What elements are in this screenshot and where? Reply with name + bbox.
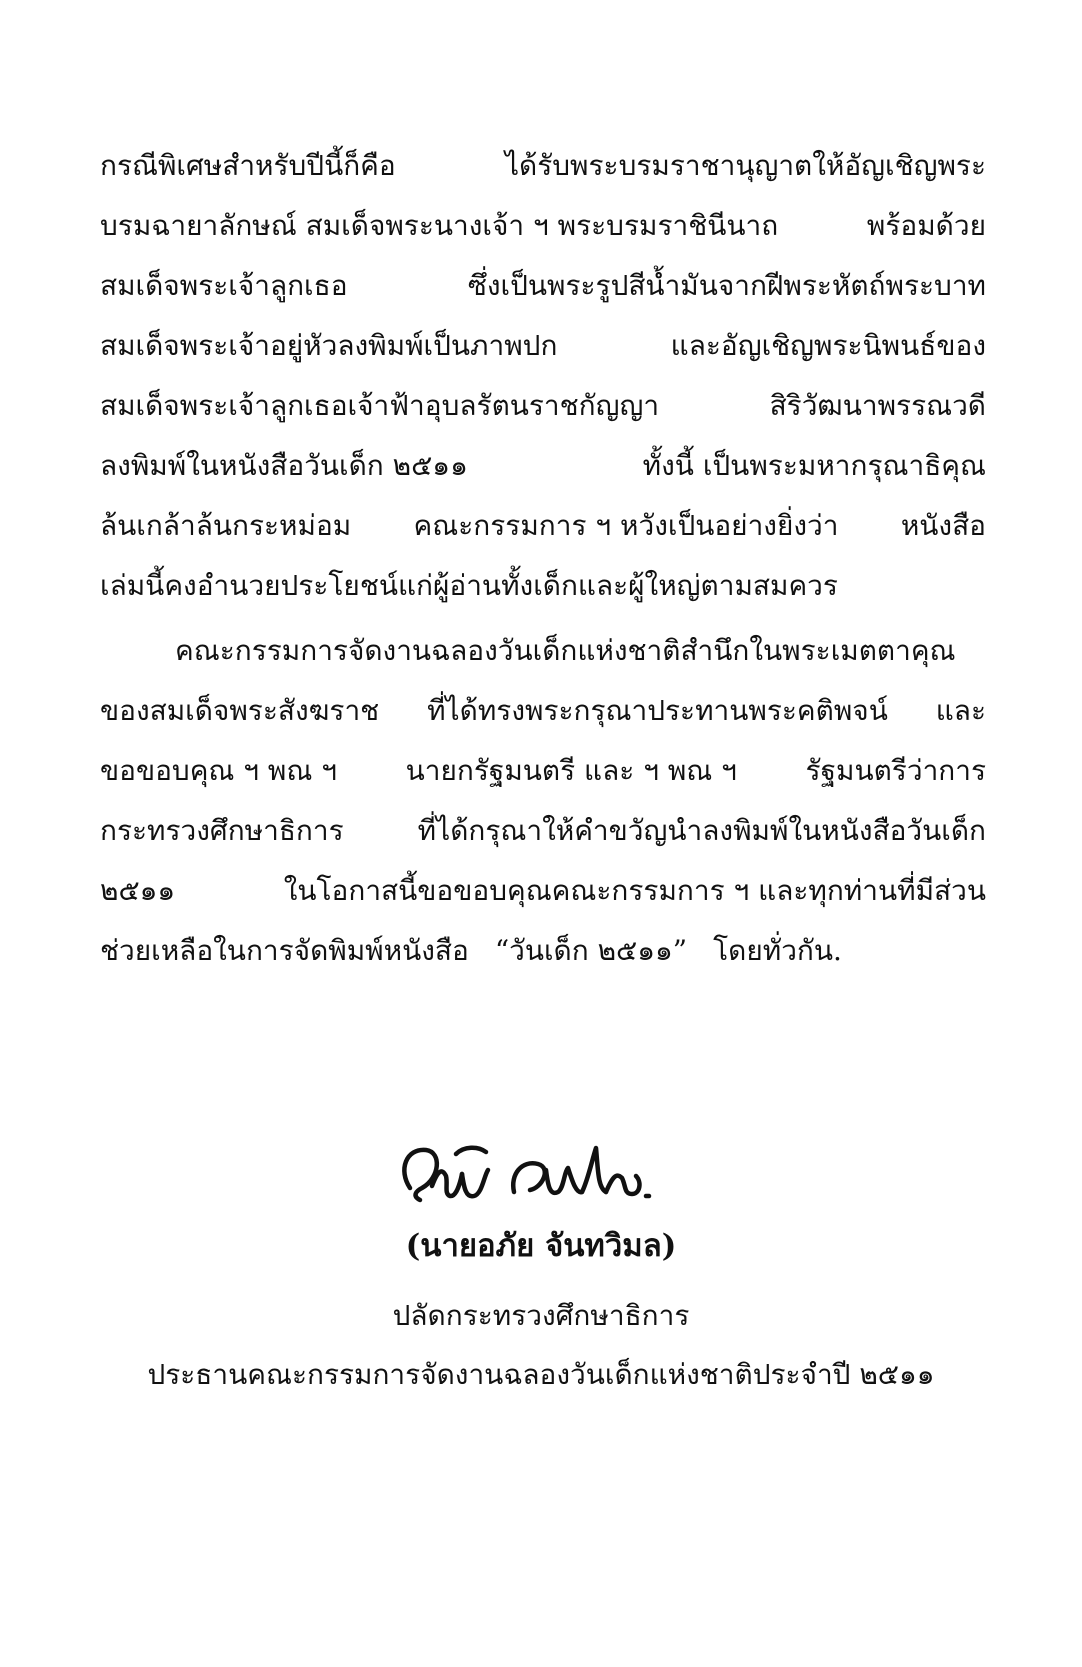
paragraph1-line-6: [100, 446, 986, 486]
text-segment: ที่ได้กรุณาให้คำขวัญนำลงพิมพ์ในหนังสือวันเด็ก: [417, 814, 986, 847]
text-segment: สมเด็จพระเจ้าอยู่หัวลงพิมพ์เป็นภาพปก: [100, 329, 558, 362]
paragraph2-line-4: [100, 811, 986, 851]
paragraph2-line-1: [175, 631, 986, 671]
text-segment: ล้นเกล้าล้นกระหม่อม: [100, 509, 352, 542]
text-segment: ในโอกาสนี้ขอขอบคุณคณะกรรมการ ฯ และทุกท่านที่มีส่วน: [283, 874, 986, 907]
paragraph1-line-5: [100, 386, 986, 426]
paragraph1-line-2: [100, 206, 986, 246]
paragraph1-line-3: [100, 266, 986, 306]
text-segment: ได้รับพระบรมราชานุญาตให้อัญเชิญพระ: [504, 149, 986, 182]
text-segment: นายกรัฐมนตรี และ ฯ พณ ฯ: [405, 754, 737, 787]
text-segment: ๒๕๑๑: [100, 874, 176, 907]
paragraph1-line-7: [100, 506, 986, 546]
paragraph2-line-5: [100, 871, 986, 911]
signatory-role: ประธานคณะกรรมการจัดงานฉลองวันเด็กแห่งชาติประจำปี ๒๕๑๑: [147, 1358, 935, 1391]
text-segment: ลงพิมพ์ในหนังสือวันเด็ก ๒๕๑๑: [100, 449, 468, 482]
text-segment: ทั้งนี้ เป็นพระมหากรุณาธิคุณ: [642, 449, 986, 482]
text-segment: กระทรวงศึกษาธิการ: [100, 814, 344, 847]
text-segment: พร้อมด้วย: [866, 209, 986, 242]
text-segment: และอัญเชิญพระนิพนธ์ของ: [670, 329, 986, 362]
paragraph2-line-2: [100, 691, 986, 731]
paragraph1-line-4: [100, 326, 986, 366]
text-segment: สมเด็จพระเจ้าลูกเธอเจ้าฟ้าอุบลรัตนราชกัญญา: [100, 389, 660, 422]
text-segment: สมเด็จพระเจ้าลูกเธอ: [100, 269, 348, 302]
text-segment: บรมฉายาลักษณ์ สมเด็จพระนางเจ้า ฯ พระบรมราชินีนาถ: [100, 209, 779, 242]
text-segment: ของสมเด็จพระสังฆราช: [100, 694, 380, 727]
text-segment: ที่ได้ทรงพระกรุณาประทานพระคติพจน์: [427, 694, 888, 727]
text-segment: หนังสือ: [900, 509, 986, 542]
paragraph2-line-3: [100, 751, 986, 791]
paragraph1-line-1: [100, 146, 986, 186]
handwritten-signature: [392, 1130, 692, 1222]
text-segment: และ: [935, 694, 986, 727]
text-segment: กรณีพิเศษสำหรับปีนี้ก็คือ: [100, 149, 396, 182]
paragraph2-line-6: [100, 931, 986, 971]
paragraph1-line-8: [100, 566, 986, 606]
text-segment: สิริวัฒนาพรรณวดี: [769, 389, 986, 422]
text-segment: ช่วยเหลือในการจัดพิมพ์หนังสือ: [100, 934, 469, 967]
text-segment: ขอขอบคุณ ฯ พณ ฯ: [100, 754, 337, 787]
signatory-name: (นายอภัย จันทวิมล): [405, 1228, 677, 1264]
text-segment: โดยทั่วกัน.: [713, 934, 842, 967]
signatory-title: ปลัดกระทรวงศึกษาธิการ: [392, 1299, 690, 1332]
text-segment: คณะกรรมการจัดงานฉลองวันเด็กแห่งชาติสำนึกในพระเมตตาคุณ: [175, 634, 956, 667]
text-segment: “วันเด็ก ๒๕๑๑”: [494, 934, 688, 967]
text-segment: คณะกรรมการ ฯ หวังเป็นอย่างยิ่งว่า: [413, 509, 839, 542]
text-segment: รัฐมนตรีว่าการ: [805, 754, 986, 787]
text-segment: เล่มนี้คงอำนวยประโยชน์แก่ผู้อ่านทั้งเด็กและผู้ใหญ่ตามสมควร: [100, 569, 838, 602]
text-segment: ซึ่งเป็นพระรูปสีน้ำมันจากฝีพระหัตถ์พระบาท: [467, 269, 986, 302]
